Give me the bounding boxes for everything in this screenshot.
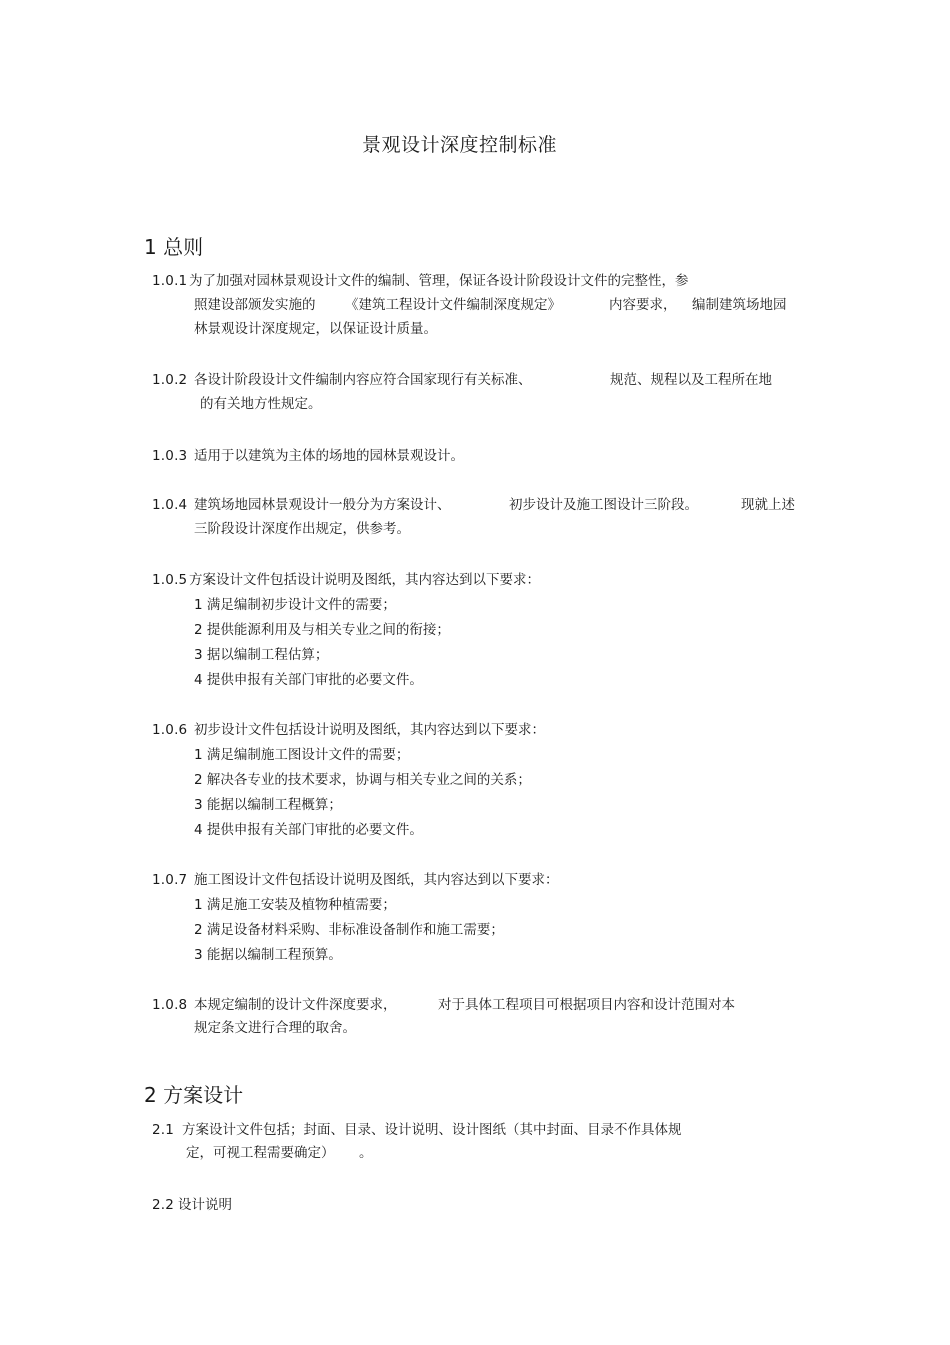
clause-number: 2.2 [152,1197,175,1213]
clause-text: 内容要求， [609,297,677,313]
clause-number: 1.0.8 [152,997,188,1013]
list-item: 1 满足编制初步设计文件的需要； [194,597,396,613]
list-item: 2 提供能源利用及与相关专业之间的衔接； [194,622,450,638]
list-item: 4 提供申报有关部门审批的必要文件。 [194,822,423,838]
clause-text: 规定条文进行合理的取舍。 [194,1020,356,1036]
clause-text: 规范、规程以及工程所在地 [610,372,772,388]
clause-text: 设计说明 [178,1197,232,1213]
clause-number: 1.0.1 [152,273,188,289]
page-title: 景观设计深度控制标准 [362,134,558,156]
list-item: 3 能据以编制工程预算。 [194,947,342,963]
clause-number: 1.0.2 [152,372,188,388]
clause-text: 方案设计文件包括；封面、目录、设计说明、设计图纸（其中封面、目录不作具体规 [182,1122,682,1138]
clause-text: 定，可视工程需要确定） [186,1145,335,1161]
clause-text: 初步设计文件包括设计说明及图纸，其内容达到以下要求： [194,722,545,738]
clause-number: 1.0.5 [152,572,188,588]
clause-text: 现就上述 [741,497,795,513]
list-item: 3 据以编制工程估算； [194,647,329,663]
clause-text: 建筑场地园林景观设计一般分为方案设计、 [194,497,451,513]
clause-text: 方案设计文件包括设计说明及图纸，其内容达到以下要求： [189,572,540,588]
section-heading-2: 2 方案设计 [144,1083,244,1107]
clause-text: 编制建筑场地园 [692,297,787,313]
clause-text: 《建筑工程设计文件编制深度规定》 [345,297,561,313]
clause-number: 1.0.6 [152,722,188,738]
section-heading-1: 1 总则 [144,235,204,259]
list-item: 1 满足施工安装及植物种植需要； [194,897,396,913]
clause-text: 初步设计及施工图设计三阶段。 [509,497,698,513]
clause-number: 2.1 [152,1122,175,1138]
clause-text: 为了加强对园林景观设计文件的编制、管理，保证各设计阶段设计文件的完整性，参 [189,273,689,289]
list-item: 3 能据以编制工程概算； [194,797,342,813]
clause-number: 1.0.7 [152,872,188,888]
clause-text: 各设计阶段设计文件编制内容应符合国家现行有关标准、 [194,372,532,388]
list-item: 2 满足设备材料采购、非标准设备制作和施工需要； [194,922,504,938]
clause-text: 本规定编制的设计文件深度要求， [194,997,397,1013]
list-item: 1 满足编制施工图设计文件的需要； [194,747,410,763]
clause-text: 照建设部颁发实施的 [194,297,316,313]
list-item: 4 提供申报有关部门审批的必要文件。 [194,672,423,688]
list-item: 2 解决各专业的技术要求，协调与相关专业之间的关系； [194,772,531,788]
clause-text: 林景观设计深度规定，以保证设计质量。 [194,321,437,337]
clause-text: 适用于以建筑为主体的场地的园林景观设计。 [194,448,464,464]
clause-text: 对于具体工程项目可根据项目内容和设计范围对本 [438,997,735,1013]
clause-text: 施工图设计文件包括设计说明及图纸，其内容达到以下要求： [194,872,559,888]
clause-number: 1.0.3 [152,448,188,464]
clause-text: 的有关地方性规定。 [200,396,322,412]
clause-number: 1.0.4 [152,497,188,513]
clause-text: 三阶段设计深度作出规定，供参考。 [194,521,410,537]
clause-text: 。 [359,1145,373,1161]
